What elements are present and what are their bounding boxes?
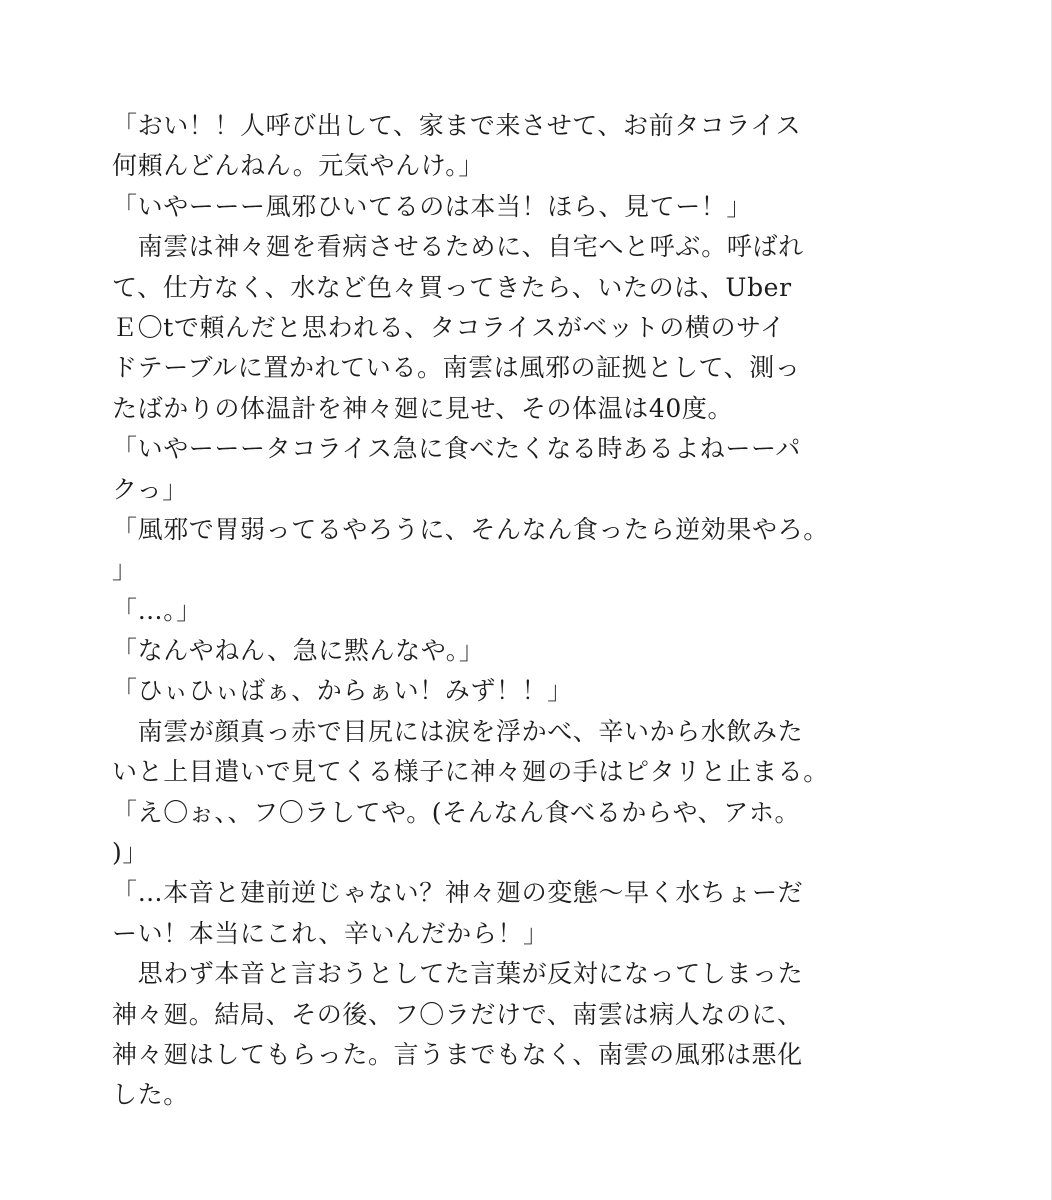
text-line: した。 bbox=[112, 1080, 189, 1110]
text-line: ーい！本当にこれ、辛いんだから！」 bbox=[112, 918, 549, 948]
text-line: 「風邪で胃弱ってるやろうに、そんなん食ったら逆効果やろ。 bbox=[112, 514, 829, 544]
text-line: 神々廻はしてもらった。言うまでもなく、南雲の風邪は悪化 bbox=[112, 1039, 803, 1069]
text-line: 「ひぃひぃばぁ、からぁい！みず！！」 bbox=[112, 676, 573, 706]
text-line: )」 bbox=[112, 838, 148, 868]
text-line: 南雲は神々廻を看病させるために、自宅へと呼ぶ。呼ばれ bbox=[112, 232, 804, 262]
text-line: 「いやーーー風邪ひいてるのは本当！ほら、見てー！」 bbox=[112, 191, 753, 221]
text-line: 何頼んどんねん。元気やんけ。」 bbox=[112, 151, 485, 181]
text-line: 神々廻。結局、その後、フ〇ラだけで、南雲は病人なのに、 bbox=[112, 999, 803, 1029]
story-text bbox=[112, 106, 852, 1116]
text-line: ドテーブルに置かれている。南雲は風邪の証拠として、測っ bbox=[112, 353, 801, 383]
text-line: 「いやーーータコライス急に食べたくなる時あるよねーーパ bbox=[112, 434, 801, 464]
text-line: たばかりの体温計を神々廻に見せ、その体温は40度。 bbox=[112, 393, 734, 423]
text-line: 「え〇ぉ、、フ〇ラしてや。(そんなん食べるからや、アホ。 bbox=[112, 797, 801, 827]
text-line: 思わず本音と言おうとしてた言葉が反対になってしまった bbox=[112, 959, 804, 989]
text-line: Ｅ〇tで頼んだと思われる、タコライスがベットの横のサイ bbox=[112, 312, 786, 342]
text-line: 「おい！！人呼び出して、家まで来させて、お前タコライス bbox=[112, 111, 802, 140]
text-line: 」 bbox=[112, 555, 138, 585]
text-line: いと上目遣いで見てくる様子に神々廻の手はピタリと止まる。 bbox=[112, 757, 829, 787]
text-line: 南雲が顔真っ赤で目尻には涙を浮かべ、辛いから水飲みた bbox=[112, 716, 804, 746]
text-line: 「…。」 bbox=[112, 595, 202, 625]
text-line: 「…本音と建前逆じゃない？神々廻の変態〜早く水ちょーだ bbox=[112, 878, 804, 908]
text-line: て、仕方なく、水など色々買ってきたら、いたのは、Uber bbox=[112, 272, 792, 302]
text-line: クっ」 bbox=[112, 474, 188, 504]
text-line: 「なんやねん、急に黙んなや。」 bbox=[112, 636, 485, 666]
